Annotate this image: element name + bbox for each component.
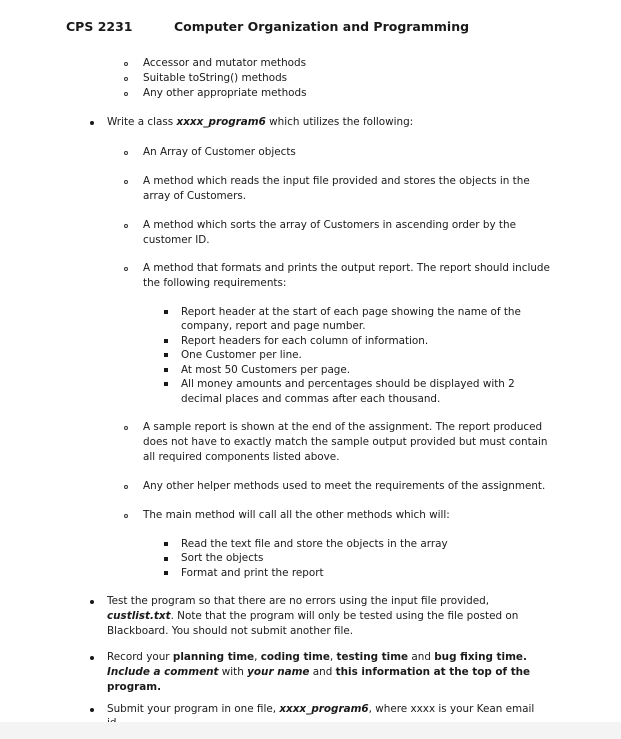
circle-bullet-icon [124, 485, 128, 489]
list-item-line: does not have to exactly match the sample output provided but must contain [143, 436, 548, 448]
text-run: , [329, 651, 337, 663]
bold-run: . [157, 681, 162, 693]
bold-run: program [107, 681, 158, 693]
text-run: , where xxxx is your Kean email [368, 703, 535, 715]
bullet-icon [90, 121, 94, 125]
list-item-line: customer ID. [143, 234, 210, 246]
list-item-line: A sample report is shown at the end of the assignment. The report produced [143, 421, 543, 433]
list-item-line: the following requirements: [143, 277, 287, 289]
circle-bullet-icon [124, 267, 128, 271]
list-item-line: A method which sorts the array of Customers in ascending order by the [143, 219, 516, 231]
bullet-icon [90, 600, 94, 604]
record-instruction-line [107, 650, 527, 665]
list-item: An Array of Customer objects [143, 146, 296, 158]
test-instruction-line: Test the program so that there are no errors using the input file provided, [107, 595, 490, 607]
square-bullet-icon [164, 557, 168, 561]
bold-run: bug fixing time [434, 651, 523, 663]
bold-run: planning time [172, 651, 255, 663]
bullet-icon [90, 656, 94, 660]
circle-bullet-icon [124, 151, 128, 155]
class-name: xxxx_program6 [176, 116, 266, 128]
square-bullet-icon [164, 368, 168, 372]
bold-italic-run: Include a comment [107, 666, 219, 678]
text-run: and [408, 651, 435, 663]
requirement-line: Report headers for each column of information. [181, 335, 429, 347]
square-bullet-icon [164, 310, 168, 314]
square-bullet-icon [164, 353, 168, 357]
page-bottom-edge [0, 722, 621, 739]
circle-bullet-icon [124, 180, 128, 184]
step-line: Read the text file and store the objects in the array [181, 538, 448, 550]
bold-run: coding time [260, 651, 330, 663]
step-line: Format and print the report [181, 567, 324, 579]
list-item: Accessor and mutator methods [143, 57, 307, 69]
list-item: Suitable toString() methods [143, 72, 288, 84]
course-title: Computer Organization and Programming [174, 19, 470, 34]
circle-bullet-icon [124, 514, 128, 518]
write-class-instruction [107, 115, 413, 130]
text-run: Submit your program in one file, [107, 703, 280, 715]
requirement-line: All money amounts and percentages should be displayed with 2 [181, 378, 515, 390]
submit-instruction-line [107, 702, 534, 717]
text-run: . Note that the program will only be tested using the file posted on [170, 610, 519, 622]
list-item: The main method will call all the other methods which will: [143, 509, 450, 521]
bullet-icon [90, 708, 94, 712]
text-run: which utilizes the following: [265, 116, 414, 128]
requirement-line: At most 50 Customers per page. [181, 364, 351, 376]
circle-bullet-icon [124, 224, 128, 228]
list-item-line: array of Customers. [143, 190, 247, 202]
input-file-name: custlist.txt [107, 610, 171, 622]
text-run: , [254, 651, 261, 663]
requirement-line: Report header at the start of each page showing the name of the [181, 306, 521, 318]
page-header [66, 19, 469, 34]
circle-bullet-icon [124, 426, 128, 430]
list-item-line: A method that formats and prints the output report. The report should include [143, 262, 550, 274]
requirement-line: company, report and page number. [181, 320, 366, 332]
square-bullet-icon [164, 339, 168, 343]
record-instruction-line [107, 665, 530, 680]
list-item-line: all required components listed above. [143, 451, 340, 463]
requirement-line: decimal places and commas after each thousand. [181, 393, 441, 405]
record-instruction-line [107, 680, 161, 695]
square-bullet-icon [164, 571, 168, 575]
bold-run: testing time [336, 651, 409, 663]
bold-run: this information at the top of the [335, 666, 531, 678]
text-run: Write a class [107, 116, 177, 128]
list-item: Any other appropriate methods [143, 87, 307, 99]
square-bullet-icon [164, 542, 168, 546]
test-instruction-line [107, 609, 518, 624]
text-run: with [218, 666, 248, 678]
course-code: CPS 2231 [66, 19, 133, 34]
circle-bullet-icon [124, 92, 128, 96]
text-run: Record your [107, 651, 173, 663]
circle-bullet-icon [124, 77, 128, 81]
requirement-line: One Customer per line. [181, 349, 302, 361]
list-item-line: A method which reads the input file provided and stores the objects in the [143, 175, 530, 187]
step-line: Sort the objects [181, 552, 264, 564]
test-instruction-line: Blackboard. You should not submit another file. [107, 625, 354, 637]
bold-italic-run: your name [247, 666, 310, 678]
program-file-name: xxxx_program6 [279, 703, 369, 715]
square-bullet-icon [164, 382, 168, 386]
list-item: Any other helper methods used to meet the requirements of the assignment. [143, 480, 546, 492]
text-run: and [309, 666, 336, 678]
bold-run: . [522, 651, 527, 663]
circle-bullet-icon [124, 62, 128, 66]
